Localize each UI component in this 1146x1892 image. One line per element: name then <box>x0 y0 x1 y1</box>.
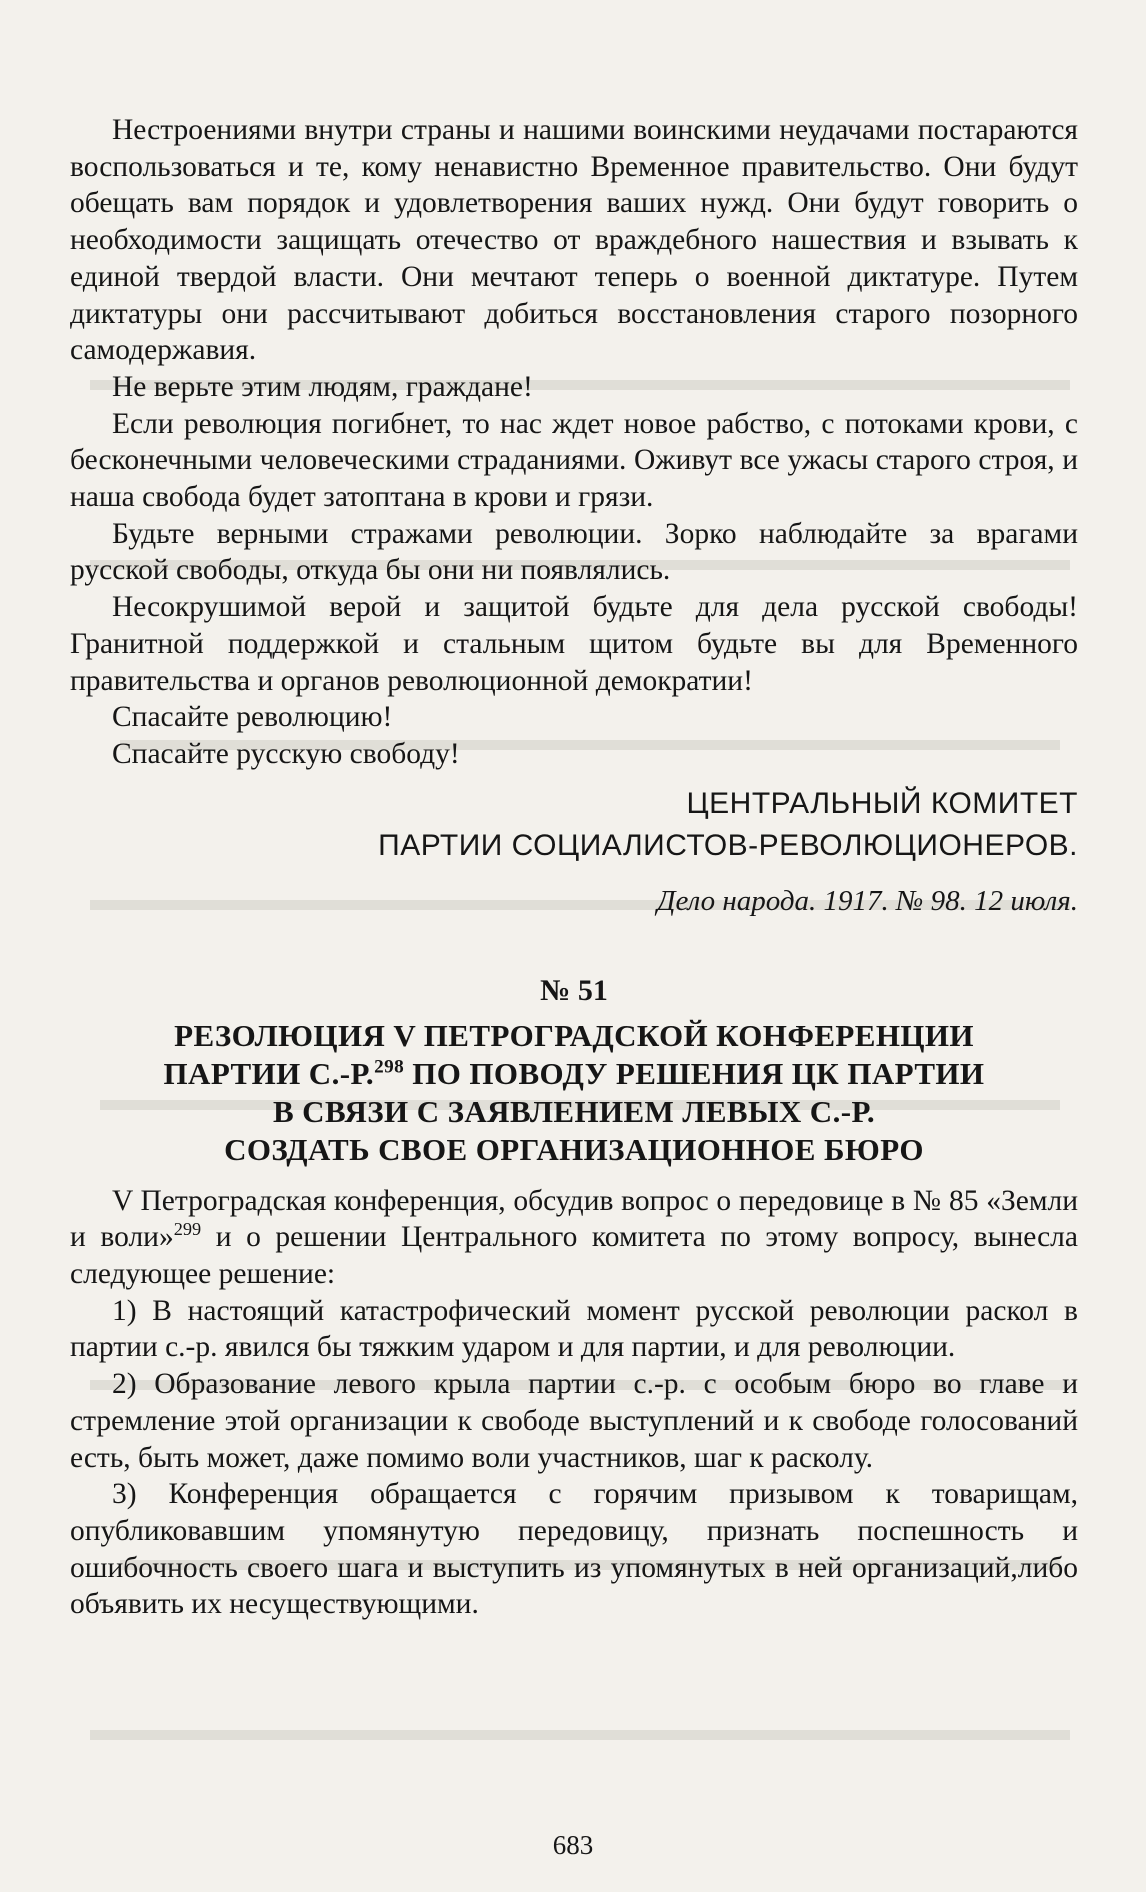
page-content <box>70 112 1078 1623</box>
appeal-line: Спасайте революцию! <box>112 701 393 734</box>
title-line <box>70 1055 1078 1093</box>
intro-text: и о решении Центрального комитета по этому вопросу, вынесла следующее решение: <box>70 1221 1078 1291</box>
resolution-point: 3) Конференция обращается с горячим призывом к товарищам, опубликовавшим упомянутую передовицу, признать поспешность и ошибочность своего шага и выступить из упомянутых в ней организаций,либо объявить их несуществующими. <box>70 1478 1078 1621</box>
appeal-text-block <box>70 112 1078 773</box>
page-number: 683 <box>552 1830 594 1860</box>
footnote-ref: 299 <box>173 1219 202 1240</box>
paragraph: Несокрушимой верой и защитой будьте для дела русской свободы! Гранитной поддержкой и стальным щитом будьте вы для Временного правительства и органов революционной демократии! <box>70 591 1078 697</box>
resolution-point: 2) Образование левого крыла партии с.-р. с особым бюро во главе и стремление этой организации к свободе выступлений и к свободе голосований есть, быть может, даже помимо воли участников, шаг к расколу. <box>70 1368 1078 1474</box>
resolution-point: 1) В настоящий катастрофический момент русской революции раскол в партии с.-р. явился бы тяжким ударом и для партии, и для революции. <box>70 1294 1078 1364</box>
title-line: РЕЗОЛЮЦИЯ V ПЕТРОГРАДСКОЙ КОНФЕРЕНЦИИ <box>174 1017 974 1053</box>
signature-line: ЦЕНТРАЛЬНЫЙ КОМИТЕТ <box>686 786 1078 820</box>
appeal-line: Спасайте русскую свободу! <box>112 737 460 770</box>
title-text: ПО ПОВОДУ РЕШЕНИЯ ЦК ПАРТИИ <box>404 1055 985 1091</box>
signature-line: ПАРТИИ СОЦИАЛИСТОВ-РЕВОЛЮЦИОНЕРОВ. <box>378 828 1078 862</box>
paragraph: Будьте верными стражами революции. Зорко наблюдайте за врагами русской свободы, откуда бы они ни появлялись. <box>70 517 1078 587</box>
paragraph: Если революция погибнет, то нас ждет новое рабство, с потоками крови, с бесконечными человеческими страданиями. Оживут все ужасы старого строя, и наша свобода будет затоптана в крови и грязи. <box>70 407 1078 514</box>
document-number: № 51 <box>540 973 608 1007</box>
document-title <box>70 1017 1078 1169</box>
title-text: ПАРТИИ С.-Р. <box>163 1055 375 1091</box>
paragraph: Нестроениями внутри страны и нашими воинскими неудачами постараются воспользоваться и те, кому ненавистно Временное правительство. Они будут обещать вам порядок и удовлетворения ваших нужд. Они будут говорить о необходимости защищать отечество от враждебного нашествия и взывать к единой твердой власти. Они мечтают теперь о военной диктатуре. Путем диктатуры они рассчитывают добиться восстановления старого позорного самодержавия. <box>70 114 1078 367</box>
intro-text: V Петроградская конференция, обсудив вопрос о передовице в № 85 «Земли и воли» <box>70 1184 1078 1254</box>
signature <box>70 783 1078 867</box>
paragraph: Не верьте этим людям, граждане! <box>112 370 533 403</box>
title-line: В СВЯЗИ С ЗАЯВЛЕНИЕМ ЛЕВЫХ С.-Р. <box>272 1093 876 1129</box>
footnote-ref: 298 <box>374 1056 405 1078</box>
title-line: СОЗДАТЬ СВОЕ ОРГАНИЗАЦИОННОЕ БЮРО <box>224 1131 924 1167</box>
source-citation: Дело народа. 1917. № 98. 12 июля. <box>657 884 1078 917</box>
resolution-body <box>70 1183 1078 1623</box>
resolution-intro <box>70 1183 1078 1293</box>
